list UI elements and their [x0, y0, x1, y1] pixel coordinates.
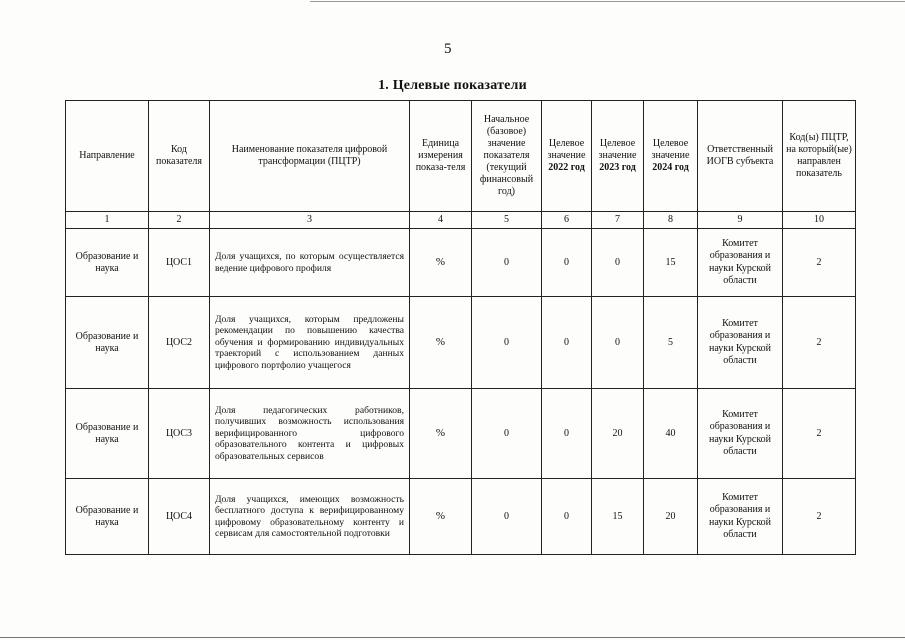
cell-unit: % — [410, 229, 472, 297]
column-number-row — [66, 212, 856, 229]
cell-base-value: 0 — [472, 297, 542, 389]
cell-target-2023: 0 — [592, 297, 644, 389]
cell-responsible: Комитет образования и науки Курской области — [698, 389, 783, 479]
cell-target-2022: 0 — [542, 297, 592, 389]
cell-unit: % — [410, 389, 472, 479]
header-target-2022-label: Целевое значение — [547, 138, 586, 161]
cell-target-2024: 5 — [644, 297, 698, 389]
cell-indicator-name: Доля учащихся, которым предложены рекомендации по повышению качества обучения и формированию индивидуальных траекторий с использованием данных цифрового портфолио учащегося — [210, 297, 410, 389]
column-number: 4 — [410, 212, 472, 229]
scan-top-edge — [310, 1, 905, 2]
header-target-2024-label: Целевое значение — [651, 138, 690, 161]
header-target-2024 — [644, 101, 698, 212]
column-number: 2 — [149, 212, 210, 229]
cell-code: ЦОС4 — [149, 479, 210, 555]
cell-responsible: Комитет образования и науки Курской области — [698, 479, 783, 555]
cell-indicator-name: Доля учащихся, имеющих возможность бесплатного доступа к верифицированному цифровому образовательному контенту и сервисам для самостоятельной подготовки — [210, 479, 410, 555]
header-target-2023 — [592, 101, 644, 212]
page-number: 5 — [444, 41, 452, 57]
table-row — [66, 479, 856, 555]
target-indicators-table — [65, 100, 856, 555]
header-row — [66, 101, 856, 212]
column-number: 3 — [210, 212, 410, 229]
cell-target-2023: 20 — [592, 389, 644, 479]
cell-unit: % — [410, 297, 472, 389]
cell-direction: Образование и наука — [66, 479, 149, 555]
table-row — [66, 297, 856, 389]
cell-responsible: Комитет образования и науки Курской области — [698, 229, 783, 297]
cell-target-2024: 20 — [644, 479, 698, 555]
header-target-2023-year: 2023 год — [599, 162, 636, 173]
header-code: Код показателя — [149, 101, 210, 212]
cell-target-2024: 15 — [644, 229, 698, 297]
column-number: 6 — [542, 212, 592, 229]
cell-target-2022: 0 — [542, 389, 592, 479]
cell-target-2022: 0 — [542, 479, 592, 555]
cell-direction: Образование и наука — [66, 297, 149, 389]
header-pctr-code: Код(ы) ПЦТР, на который(ые) направлен показатель — [783, 101, 856, 212]
cell-responsible: Комитет образования и науки Курской области — [698, 297, 783, 389]
cell-base-value: 0 — [472, 229, 542, 297]
column-number: 8 — [644, 212, 698, 229]
scan-bottom-edge — [0, 637, 905, 638]
table-row — [66, 229, 856, 297]
header-target-2024-year: 2024 год — [652, 162, 689, 173]
cell-code: ЦОС2 — [149, 297, 210, 389]
cell-pctr-code: 2 — [783, 479, 856, 555]
header-target-2022 — [542, 101, 592, 212]
header-target-2022-year: 2022 год — [548, 162, 585, 173]
cell-unit: % — [410, 479, 472, 555]
header-unit: Единица измерения показа-теля — [410, 101, 472, 212]
cell-code: ЦОС1 — [149, 229, 210, 297]
column-number: 9 — [698, 212, 783, 229]
cell-pctr-code: 2 — [783, 389, 856, 479]
header-direction: Направление — [66, 101, 149, 212]
cell-base-value: 0 — [472, 479, 542, 555]
column-number: 10 — [783, 212, 856, 229]
header-base: Начальное (базовое) значение показателя (текущий финансовый год) — [472, 101, 542, 212]
column-number: 1 — [66, 212, 149, 229]
header-responsible: Ответственный ИОГВ субъекта — [698, 101, 783, 212]
table-row — [66, 389, 856, 479]
header-name: Наименование показателя цифровой трансформации (ПЦТР) — [210, 101, 410, 212]
cell-indicator-name: Доля учащихся, по которым осуществляется ведение цифрового профиля — [210, 229, 410, 297]
cell-pctr-code: 2 — [783, 297, 856, 389]
cell-indicator-name: Доля педагогических работников, получивших возможность использования верифицированного цифрового образовательного контента и цифровых образовательных сервисов — [210, 389, 410, 479]
cell-target-2022: 0 — [542, 229, 592, 297]
section-title: 1. Целевые показатели — [378, 78, 527, 93]
cell-pctr-code: 2 — [783, 229, 856, 297]
cell-target-2023: 15 — [592, 479, 644, 555]
column-number: 7 — [592, 212, 644, 229]
header-target-2023-label: Целевое значение — [598, 138, 637, 161]
cell-base-value: 0 — [472, 389, 542, 479]
cell-target-2024: 40 — [644, 389, 698, 479]
cell-direction: Образование и наука — [66, 389, 149, 479]
column-number: 5 — [472, 212, 542, 229]
cell-direction: Образование и наука — [66, 229, 149, 297]
cell-target-2023: 0 — [592, 229, 644, 297]
cell-code: ЦОС3 — [149, 389, 210, 479]
